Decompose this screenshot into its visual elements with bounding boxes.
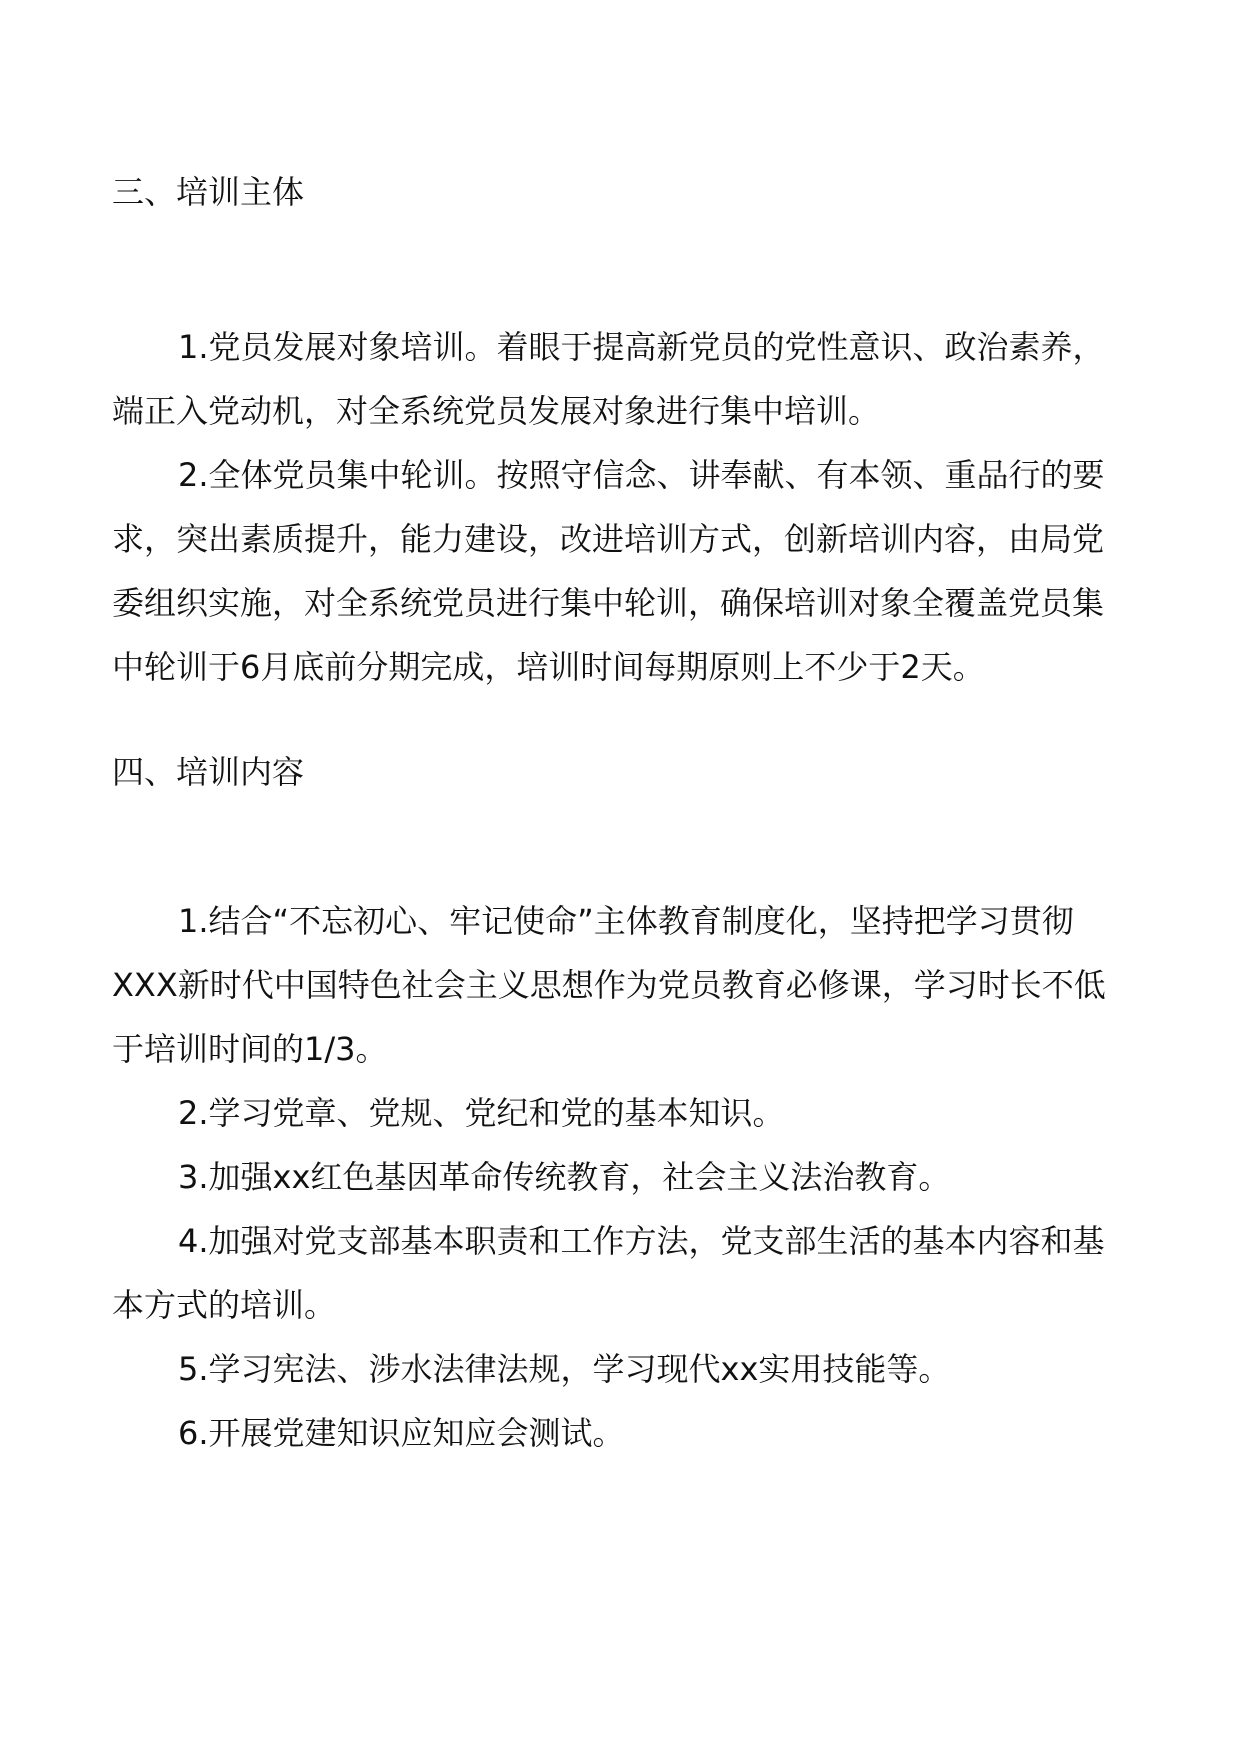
paragraph-party-member-development-training: 1.党员发展对象培训。着眼于提高新党员的党性意识、政治素养，端正入党动机，对全系统党员发展对象进行集中培训。 bbox=[112, 328, 1105, 430]
section-heading-training-subjects: 三、培训主体 bbox=[112, 173, 305, 211]
paragraph-content-item-6: 6.开展党建知识应知应会测试。 bbox=[178, 1414, 625, 1452]
section-heading-training-content: 四、培训内容 bbox=[112, 753, 305, 791]
paragraph-content-item-4: 4.加强对党支部基本职责和工作方法，党支部生活的基本内容和基本方式的培训。 bbox=[112, 1222, 1105, 1324]
paragraph-content-item-1: 1.结合“不忘初心、牢记使命”主体教育制度化，坚持把学习贯彻XXX新时代中国特色社会主义思想作为党员教育必修课，学习时长不低于培训时间的1/3。 bbox=[112, 902, 1106, 1068]
paragraph-content-item-2: 2.学习党章、党规、党纪和党的基本知识。 bbox=[178, 1094, 785, 1132]
paragraph-all-party-members-rotation-training: 2.全体党员集中轮训。按照守信念、讲奉献、有本领、重品行的要求，突出素质提升，能力建设，改进培训方式，创新培训内容，由局党委组织实施，对全系统党员进行集中轮训，确保培训对象全覆盖党员集中轮训于6月底前分期完成，培训时间每期原则上不少于2天。 bbox=[112, 456, 1105, 686]
paragraph-content-item-5: 5.学习宪法、涉水法律法规，学习现代xx实用技能等。 bbox=[178, 1350, 951, 1388]
paragraph-content-item-3: 3.加强xx红色基因革命传统教育，社会主义法治教育。 bbox=[178, 1158, 951, 1196]
